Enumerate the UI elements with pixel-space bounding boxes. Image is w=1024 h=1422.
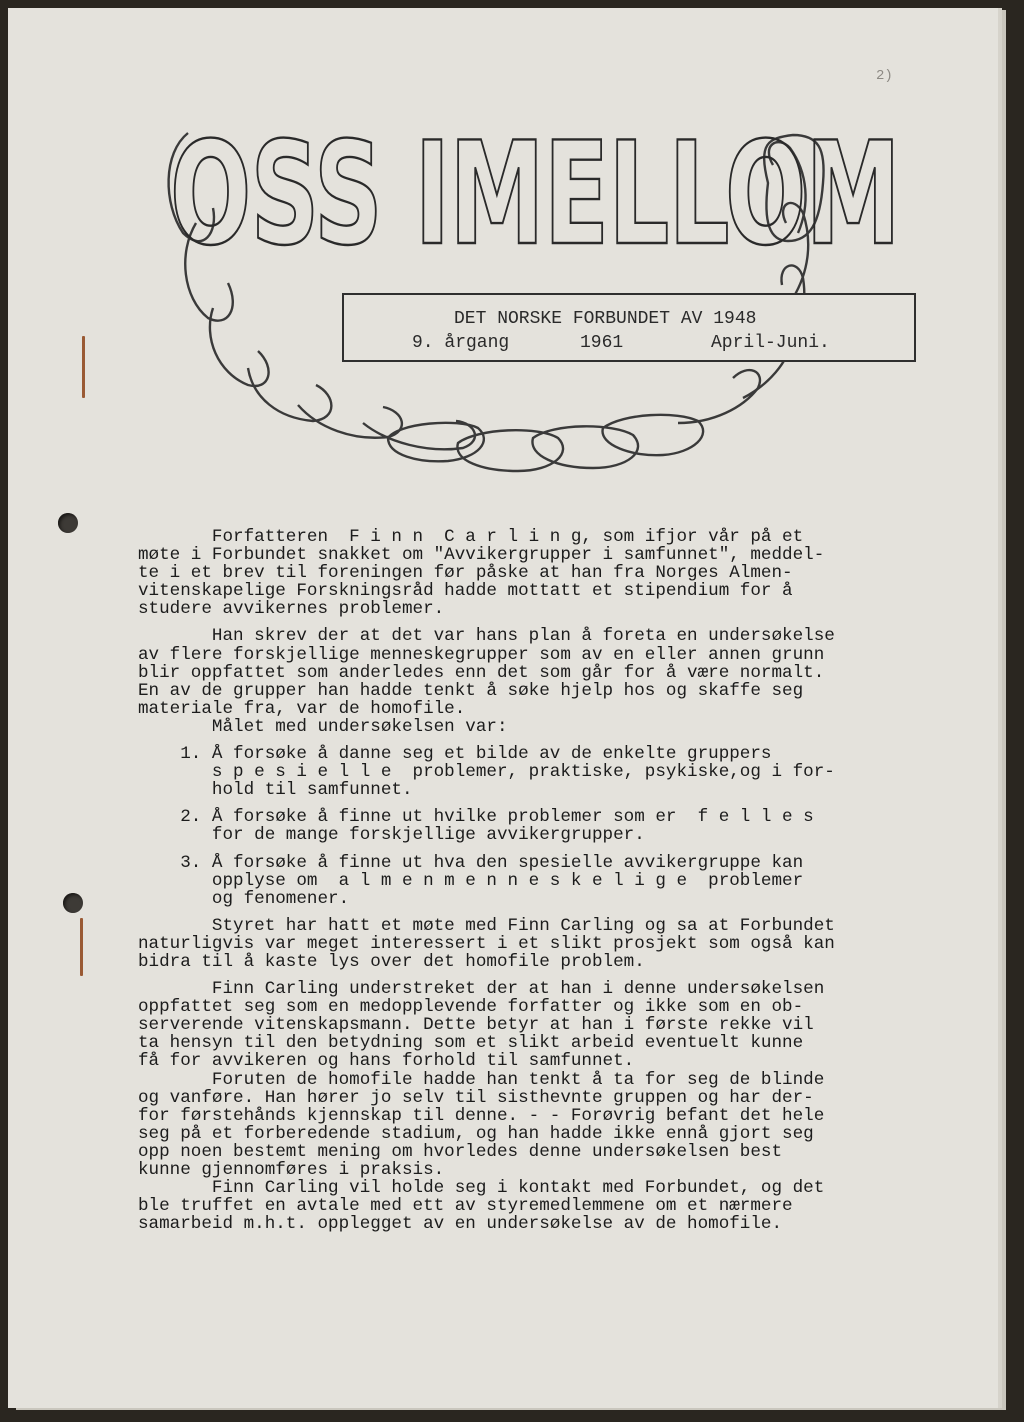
body-line: få for avvikeren og hans forhold til samfunnet. (138, 1051, 635, 1072)
body-line: opp noen bestemt mening om hvorledes denne undersøkelsen best (138, 1141, 783, 1162)
body-line: serverende vitenskapsmann. Dette betyr at han i første rekke vil (138, 1015, 814, 1036)
staple-top (82, 336, 85, 398)
body-line: kunne gjennomføres i praksis. (138, 1160, 445, 1180)
article-body (138, 528, 918, 1233)
body-line: naturligvis var meget interessert i et slikt prosjekt som også kan (138, 933, 835, 954)
list-item-1-cont: s p e s i e l l e problemer, praktiske, psykiske,og i for- (138, 762, 835, 783)
list-item-2-cont: for de mange forskjellige avvikergrupper. (138, 825, 645, 846)
document-page (8, 8, 998, 1408)
body-line: te i et brev til foreningen før påske at han fra Norges Almen- (138, 563, 793, 584)
masthead (158, 123, 918, 483)
body-line: vitenskapelige Forskningsråd hadde mottatt et stipendium for å (138, 581, 793, 602)
body-line: og vanføre. Han hører jo selv til sisthevnte gruppen og har der- (138, 1087, 814, 1108)
period-label: April-Juni. (711, 333, 830, 353)
body-line: blir oppfattet som anderledes enn det som går for å være normalt. (138, 662, 825, 683)
body-line: ble truffet en avtale med ett av styremedlemmene om et nærmere (138, 1196, 793, 1217)
list-item-3: 3. Å forsøke å finne ut hva den spesielle avvikergruppe kan (138, 852, 804, 873)
body-line: oppfattet seg som en medopplevende forfatter og ikke som en ob- (138, 997, 804, 1018)
body-line: av flere forskjellige menneskegrupper som av en eller annen grunn (138, 644, 825, 665)
body-line: møte i Forbundet snakket om "Avvikergrupper i samfunnet", meddel- (138, 545, 825, 566)
body-line: bidra til å kaste lys over det homofile problem. (138, 951, 645, 972)
body-line: seg på et forberedende stadium, og han hadde ikke ennå gjort seg (138, 1123, 814, 1144)
list-item-3-cont: og fenomener. (138, 888, 350, 909)
body-line: samarbeid m.h.t. opplegget av en undersøkelse av de homofile. (138, 1214, 783, 1235)
page-number: 2) (876, 68, 893, 84)
body-line: En av de grupper han hadde tenkt å søke hjelp hos og skaffe seg (138, 680, 804, 701)
body-line: studere avvikernes problemer. (138, 599, 445, 620)
body-line: Han skrev der at det var hans plan å foreta en undersøkelse (138, 626, 835, 647)
body-line: Finn Carling vil holde seg i kontakt med Forbundet, og det (138, 1178, 825, 1199)
body-line: Målet med undersøkelsen var: (138, 716, 508, 737)
list-item-2: 2. Å forsøke å finne ut hvilke problemer som er f e l l e s (138, 807, 814, 828)
list-item-1: 1. Å forsøke å danne seg et bilde av de enkelte gruppers (138, 744, 772, 765)
year-label: 1961 (580, 333, 624, 353)
body-line: Finn Carling understreket der at han i denne undersøkelsen (138, 979, 825, 1000)
body-line: for førstehånds kjennskap til denne. - - Forøvrig befant det hele (138, 1105, 825, 1126)
body-line: ta hensyn til den betydning som et slikt arbeid eventuelt kunne (138, 1033, 804, 1054)
organization-name: DET NORSKE FORBUNDET AV 1948 (454, 309, 757, 329)
staple-bottom (80, 918, 83, 976)
masthead-title: OSS IMELLOM (170, 123, 900, 277)
list-item-3-cont: opplyse om a l m e n m e n n e s k e l i g e problemer (138, 870, 804, 891)
binding-hole-top (58, 513, 78, 533)
binding-hole-bottom (63, 893, 83, 913)
volume-label: 9. årgang (412, 333, 510, 353)
body-line: materiale fra, var de homofile. (138, 698, 466, 719)
body-line: Forfatteren F i n n C a r l i n g, som ifjor vår på et (138, 527, 804, 547)
body-line: Foruten de homofile hadde han tenkt å ta for seg de blinde (138, 1069, 825, 1090)
masthead-info-box (342, 293, 916, 362)
list-item-1-cont: hold til samfunnet. (138, 780, 413, 801)
body-line: Styret har hatt et møte med Finn Carling og sa at Forbundet (138, 915, 835, 936)
